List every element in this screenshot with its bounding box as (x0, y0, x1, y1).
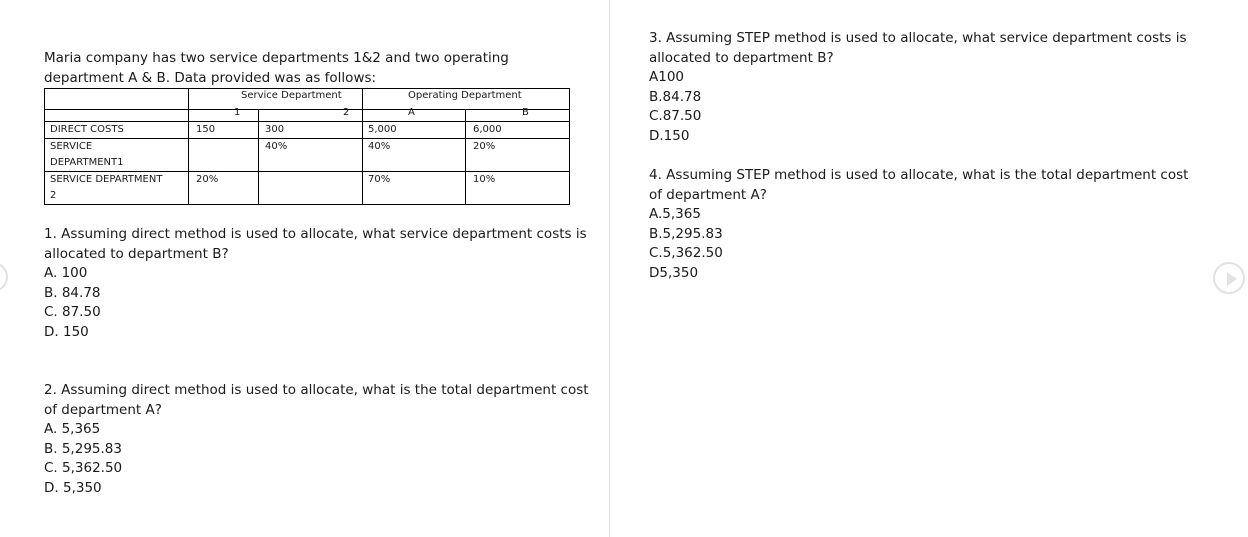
row-label-direct-costs: DIRECT COSTS (50, 124, 124, 135)
question-1 (44, 225, 587, 342)
question-4-option-a: A.5,365 (649, 206, 701, 222)
row-label-service-dept-1-line1: SERVICE (50, 141, 93, 152)
question-3-option-c: C.87.50 (649, 108, 702, 124)
intro-line-2: department A & B. Data provided was as follows: (44, 69, 377, 86)
row-label-service-dept-2-line1: SERVICE DEPARTMENT (50, 174, 163, 185)
cost-data-table (44, 88, 570, 205)
cell-service-dept-2-1: 20% (196, 174, 219, 185)
question-2-line-2: of department A? (44, 401, 162, 418)
cell-service-dept-1-a: 40% (368, 141, 391, 152)
operating-department-header: Operating Department (408, 90, 522, 101)
question-1-option-b: B. 84.78 (44, 284, 101, 301)
question-1-line-1: 1. Assuming direct method is used to allocate, what service department costs is (44, 226, 587, 242)
question-4-option-b: B.5,295.83 (649, 225, 723, 242)
column-header-1: 1 (234, 107, 241, 118)
question-4-option-d: D5,350 (649, 264, 699, 281)
next-page-button[interactable] (1213, 262, 1245, 294)
question-2-option-d: D. 5,350 (44, 479, 102, 496)
question-4-line-1: 4. Assuming STEP method is used to allocate, what is the total department cost (649, 167, 1189, 183)
cell-service-dept-1-b: 20% (473, 141, 496, 152)
question-2-option-c: C. 5,362.50 (44, 460, 123, 476)
cell-direct-costs-b: 6,000 (473, 124, 502, 135)
question-3-line-1: 3. Assuming STEP method is used to allocate, what service department costs is (649, 30, 1187, 46)
column-header-a: A (408, 107, 415, 118)
cell-direct-costs-2: 300 (265, 124, 285, 135)
question-1-line-2: allocated to department B? (44, 245, 229, 262)
previous-page-button[interactable] (0, 262, 8, 292)
cell-direct-costs-a: 5,000 (368, 124, 397, 135)
row-label-service-dept-2-line2: 2 (50, 190, 57, 201)
cell-service-dept-2-b: 10% (473, 174, 496, 185)
question-2-option-b: B. 5,295.83 (44, 440, 122, 457)
question-2-option-a: A. 5,365 (44, 421, 101, 437)
question-3-option-d: D.150 (649, 127, 690, 144)
cell-direct-costs-1: 150 (196, 124, 216, 135)
question-3-option-b: B.84.78 (649, 88, 702, 105)
question-4 (649, 166, 1188, 283)
row-label-service-dept-1-line2: DEPARTMENT1 (50, 157, 124, 168)
cell-service-dept-2-a: 70% (368, 174, 391, 185)
column-header-2: 2 (343, 107, 350, 118)
service-department-header: Service Department (241, 90, 342, 101)
question-1-option-c: C. 87.50 (44, 304, 101, 320)
intro-line-1: Maria company has two service departments 1&2 and two operating (44, 50, 509, 66)
question-1-option-a: A. 100 (44, 265, 88, 281)
column-header-b: B (522, 107, 529, 118)
question-3-option-a: A100 (649, 69, 685, 85)
question-3-line-2: allocated to department B? (649, 49, 834, 66)
question-3 (649, 29, 1187, 146)
question-1-option-d: D. 150 (44, 323, 89, 340)
question-4-option-c: C.5,362.50 (649, 245, 723, 261)
question-2-line-1: 2. Assuming direct method is used to allocate, what is the total department cost (44, 382, 589, 398)
cell-service-dept-1-2: 40% (265, 141, 288, 152)
play-arrow-icon (1227, 272, 1237, 286)
intro-paragraph (44, 49, 509, 88)
question-4-line-2: of department A? (649, 186, 767, 203)
question-2 (44, 381, 589, 498)
column-divider (609, 0, 610, 537)
